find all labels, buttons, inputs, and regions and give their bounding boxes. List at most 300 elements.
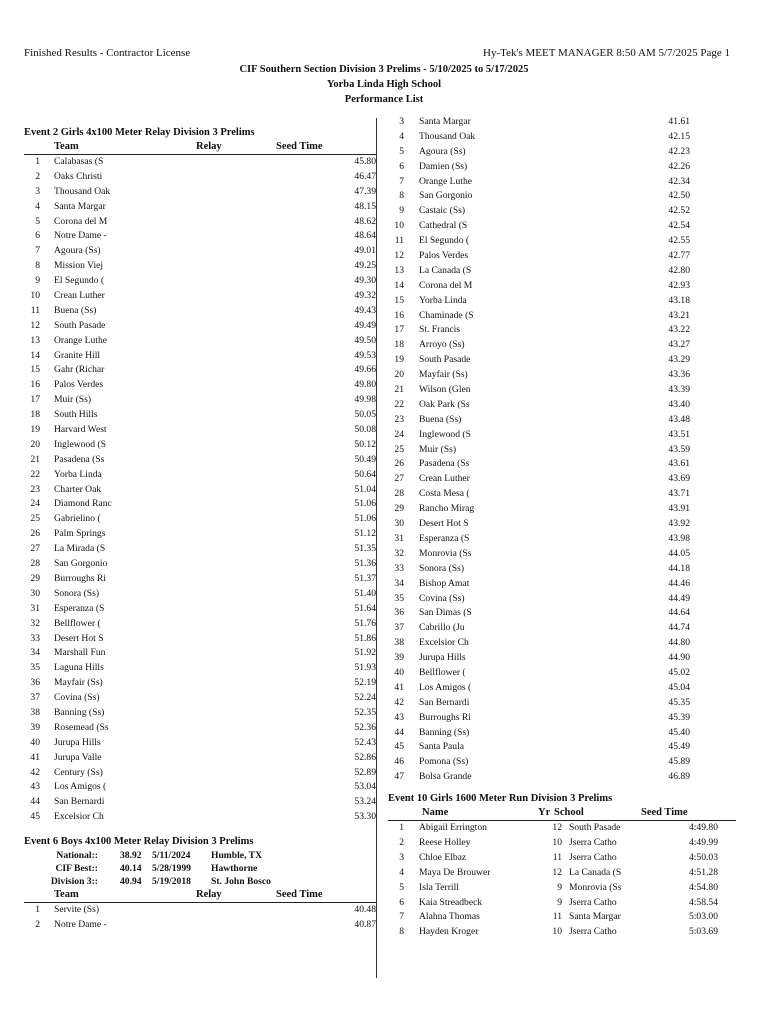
event-6-header <box>24 889 376 903</box>
seed-time: 45.80 <box>354 156 376 167</box>
seed-time: 48.64 <box>354 230 376 242</box>
year: 12 <box>552 866 562 878</box>
seed-time: 52.35 <box>354 706 376 718</box>
rank: 23 <box>394 413 404 425</box>
seed-time: 42.50 <box>668 190 690 202</box>
table-row <box>388 636 736 651</box>
table-row <box>24 661 376 676</box>
rank: 34 <box>394 577 404 589</box>
seed-time: 42.26 <box>668 160 690 172</box>
left-column <box>24 124 376 933</box>
event-2-title: Event 2 Girls 4x100 Meter Relay Division 3 Prelims <box>24 127 255 138</box>
rank: 12 <box>30 319 40 331</box>
table-row <box>24 483 376 498</box>
event-6-table-part2 <box>388 115 736 785</box>
rank: 4 <box>35 200 40 212</box>
seed-time: 4:50.03 <box>688 851 718 863</box>
record-holder: Humble, TX <box>211 850 262 862</box>
school: Jserra Catho <box>569 896 617 908</box>
table-row <box>24 676 376 691</box>
team-name: Santa Margar <box>419 116 471 127</box>
seed-time: 52.86 <box>354 751 376 763</box>
table-row <box>388 353 736 368</box>
seed-time: 42.93 <box>668 279 690 291</box>
rank: 17 <box>394 324 404 336</box>
rank: 44 <box>30 796 40 808</box>
rank: 19 <box>394 354 404 366</box>
table-row <box>388 443 736 458</box>
table-row <box>24 334 376 349</box>
table-row <box>24 215 376 230</box>
rank: 5 <box>399 881 404 893</box>
table-row <box>24 393 376 408</box>
rank: 39 <box>30 721 40 733</box>
seed-time: 48.62 <box>354 215 376 227</box>
table-row <box>24 542 376 557</box>
team-name: Palm Springs <box>54 528 106 540</box>
table-row <box>24 766 376 781</box>
col-seed-time: Seed Time <box>276 889 323 901</box>
table-row <box>388 532 736 547</box>
seed-time: 42.77 <box>668 250 690 262</box>
table-row <box>388 770 736 785</box>
table-row <box>24 706 376 721</box>
team-name: Arroyo (Ss) <box>419 339 465 351</box>
team-name: Thousand Oak <box>54 185 111 197</box>
team-name: Servite (Ss) <box>54 904 100 916</box>
rank: 24 <box>394 428 404 440</box>
seed-time: 44.46 <box>668 577 690 589</box>
rank: 1 <box>399 822 404 834</box>
team-name: El Segundo ( <box>419 235 470 247</box>
rank: 31 <box>30 602 40 614</box>
rank: 18 <box>30 409 40 421</box>
seed-time: 43.69 <box>668 473 690 485</box>
school: Monrovia (Ss <box>569 881 622 893</box>
team-name: Buena (Ss) <box>419 413 462 425</box>
table-row <box>24 497 376 512</box>
table-row <box>388 115 736 130</box>
table-row <box>388 130 736 145</box>
table-row <box>388 621 736 636</box>
table-row <box>24 721 376 736</box>
year: 11 <box>552 851 562 863</box>
rank: 3 <box>35 185 40 197</box>
seed-time: 49.66 <box>354 364 376 376</box>
seed-time: 50.49 <box>354 453 376 465</box>
rank: 28 <box>30 558 40 570</box>
team-name: Sonora (Ss) <box>419 562 465 574</box>
table-row <box>388 175 736 190</box>
rank: 11 <box>30 304 40 316</box>
record-date: 5/28/1999 <box>152 863 191 875</box>
team-name: San Gorgonio <box>54 558 108 570</box>
team-name: Oaks Christi <box>54 170 103 182</box>
rank: 25 <box>30 513 40 525</box>
record-label: Division 3:: <box>50 876 98 888</box>
seed-time: 51.92 <box>354 647 376 659</box>
table-row <box>388 294 736 309</box>
athlete-name: Kaia Streadbeck <box>419 896 483 908</box>
team-name: Desert Hot S <box>419 518 469 530</box>
seed-time: 49.50 <box>354 334 376 346</box>
table-row <box>388 398 736 413</box>
report-title: Performance List <box>344 94 424 105</box>
rank: 2 <box>399 836 404 848</box>
seed-time: 45.89 <box>668 756 690 768</box>
record-time: 40.14 <box>120 863 142 875</box>
rank: 45 <box>30 811 40 823</box>
rank: 24 <box>30 498 40 510</box>
table-row <box>24 229 376 244</box>
seed-time: 51.06 <box>354 513 376 525</box>
table-row <box>388 577 736 592</box>
table-row <box>388 189 736 204</box>
rank: 43 <box>30 781 40 793</box>
seed-time: 50.64 <box>354 468 376 480</box>
school: La Canada (S <box>569 866 622 878</box>
rank: 30 <box>394 518 404 530</box>
rank: 34 <box>30 647 40 659</box>
team-name: St. Francis <box>419 324 461 336</box>
record-date: 5/19/2018 <box>152 876 191 888</box>
team-name: South Hills <box>54 409 98 421</box>
table-row <box>24 918 376 933</box>
year: 10 <box>552 836 562 848</box>
seed-time: 43.29 <box>668 354 690 366</box>
table-row <box>388 160 736 175</box>
table-row <box>24 155 376 170</box>
rank: 4 <box>399 130 404 142</box>
meet-header <box>0 62 768 107</box>
team-name: Pasadena (Ss <box>419 458 470 470</box>
event-2-header <box>24 141 376 155</box>
seed-time: 50.08 <box>354 424 376 436</box>
seed-time: 49.01 <box>354 245 376 257</box>
record-label: CIF Best:: <box>55 863 98 875</box>
rank: 6 <box>399 896 404 908</box>
seed-time: 43.40 <box>668 398 690 410</box>
table-row <box>24 617 376 632</box>
team-name: Muir (Ss) <box>54 394 92 406</box>
table-row <box>388 821 736 836</box>
year: 9 <box>557 881 562 893</box>
seed-time: 43.91 <box>668 503 690 515</box>
rank: 37 <box>30 692 40 704</box>
table-row <box>388 562 736 577</box>
team-name: Mayfair (Ss) <box>419 369 468 381</box>
athlete-name: Isla Terrill <box>419 881 459 893</box>
seed-time: 5:03.69 <box>688 926 718 938</box>
rank: 40 <box>30 736 40 748</box>
year: 12 <box>552 822 562 834</box>
table-row <box>388 249 736 264</box>
seed-time: 43.18 <box>668 294 690 306</box>
table-row <box>388 457 736 472</box>
seed-time: 49.25 <box>354 260 376 272</box>
rank: 41 <box>394 681 404 693</box>
team-name: Notre Dame - <box>54 918 107 930</box>
rank: 19 <box>30 424 40 436</box>
rank: 10 <box>394 220 404 232</box>
table-row <box>388 279 736 294</box>
table-row <box>24 572 376 587</box>
team-name: South Pasade <box>419 354 471 366</box>
rank: 35 <box>30 662 40 674</box>
team-name: Rancho Mirag <box>419 503 475 515</box>
rank: 7 <box>399 911 404 923</box>
team-name: Santa Paula <box>419 741 465 753</box>
seed-time: 53.24 <box>354 796 376 808</box>
col-relay: Relay <box>196 141 222 152</box>
rank: 6 <box>35 230 40 242</box>
seed-time: 51.36 <box>354 558 376 570</box>
table-row <box>388 413 736 428</box>
team-name: Cathedral (S <box>419 220 468 232</box>
table-row <box>24 736 376 751</box>
record-label: National:: <box>56 850 98 862</box>
table-row <box>388 711 736 726</box>
team-name: La Canada (S <box>419 264 472 276</box>
team-name: Gahr (Richar <box>54 364 105 376</box>
seed-time: 51.37 <box>354 572 376 584</box>
seed-time: 4:54.80 <box>688 881 718 893</box>
seed-time: 43.36 <box>668 369 690 381</box>
team-name: Oak Park (Ss <box>419 398 470 410</box>
table-row <box>388 651 736 666</box>
rank: 35 <box>394 592 404 604</box>
rank: 25 <box>394 443 404 455</box>
rank: 6 <box>399 160 404 172</box>
col-school: School <box>554 807 584 819</box>
table-row <box>388 502 736 517</box>
seed-time: 45.02 <box>668 666 690 678</box>
athlete-name: Chloe Elbaz <box>419 851 467 863</box>
event-10-header <box>388 807 736 821</box>
seed-time: 53.30 <box>354 811 376 823</box>
col-team: Team <box>54 889 79 901</box>
team-name: Santa Margar <box>54 200 106 212</box>
seed-time: 49.49 <box>354 319 376 331</box>
seed-time: 44.18 <box>668 562 690 574</box>
table-row <box>388 910 736 925</box>
rank: 15 <box>394 294 404 306</box>
seed-time: 43.71 <box>668 488 690 500</box>
team-name: Bellflower ( <box>419 666 466 678</box>
team-name: San Bernardi <box>54 796 105 808</box>
team-name: Jurupa Hills <box>54 736 101 748</box>
rank: 16 <box>394 309 404 321</box>
seed-time: 4:58.54 <box>688 896 718 908</box>
team-name: Crean Luther <box>419 473 470 485</box>
table-row <box>24 319 376 334</box>
seed-time: 51.86 <box>354 632 376 644</box>
rank: 1 <box>35 904 40 916</box>
rank: 3 <box>399 116 404 127</box>
year: 10 <box>552 926 562 938</box>
team-name: Harvard West <box>54 424 107 436</box>
team-name: Palos Verdes <box>419 250 469 262</box>
team-name: Granite Hill <box>54 349 101 361</box>
table-row <box>388 606 736 621</box>
table-row <box>24 751 376 766</box>
rank: 3 <box>399 851 404 863</box>
table-row <box>388 681 736 696</box>
team-name: San Gorgonio <box>419 190 473 202</box>
seed-time: 49.80 <box>354 379 376 391</box>
seed-time: 42.34 <box>668 175 690 187</box>
team-name: Cabrillo (Ju <box>419 622 465 634</box>
record-time: 38.92 <box>120 850 142 862</box>
team-name: Los Amigos ( <box>419 681 472 693</box>
seed-time: 52.24 <box>354 692 376 704</box>
rank: 13 <box>394 264 404 276</box>
team-name: Monrovia (Ss <box>419 547 472 559</box>
column-divider <box>376 118 377 978</box>
rank: 42 <box>30 766 40 778</box>
rank: 1 <box>35 156 40 167</box>
table-row <box>388 881 736 896</box>
athlete-name: Reese Holley <box>419 836 471 848</box>
seed-time: 44.80 <box>668 637 690 649</box>
seed-time: 46.47 <box>354 170 376 182</box>
rank: 21 <box>394 384 404 396</box>
rank: 20 <box>394 369 404 381</box>
rank: 8 <box>35 260 40 272</box>
rank: 27 <box>394 473 404 485</box>
rank: 36 <box>30 677 40 689</box>
team-name: Los Amigos ( <box>54 781 107 793</box>
record-holder: Hawthorne <box>211 863 258 875</box>
table-row <box>24 903 376 918</box>
seed-time: 44.90 <box>668 652 690 664</box>
rank: 37 <box>394 622 404 634</box>
record-row <box>24 850 376 863</box>
team-name: Muir (Ss) <box>419 443 457 455</box>
rank: 33 <box>394 562 404 574</box>
team-name: Mayfair (Ss) <box>54 677 103 689</box>
seed-time: 41.61 <box>668 116 690 127</box>
table-row <box>388 323 736 338</box>
team-name: Corona del M <box>54 215 108 227</box>
team-name: Buena (Ss) <box>54 304 97 316</box>
team-name: Palos Verdes <box>54 379 104 391</box>
seed-time: 52.19 <box>354 677 376 689</box>
seed-time: 51.76 <box>354 617 376 629</box>
table-row <box>24 646 376 661</box>
table-row <box>388 204 736 219</box>
rank: 12 <box>394 250 404 262</box>
table-row <box>24 795 376 810</box>
seed-time: 45.04 <box>668 681 690 693</box>
rank: 26 <box>30 528 40 540</box>
seed-time: 48.15 <box>354 200 376 212</box>
team-name: Excelsior Ch <box>54 811 104 823</box>
team-name: Pomona (Ss) <box>419 756 469 768</box>
table-row <box>24 810 376 825</box>
software-stamp: Hy-Tek's MEET MANAGER 8:50 AM 5/7/2025 Page 1 <box>483 47 730 59</box>
team-name: Damien (Ss) <box>419 160 468 172</box>
table-row <box>388 219 736 234</box>
seed-time: 42.80 <box>668 264 690 276</box>
rank: 2 <box>35 918 40 930</box>
seed-time: 43.61 <box>668 458 690 470</box>
rank: 29 <box>394 503 404 515</box>
seed-time: 47.39 <box>354 185 376 197</box>
athlete-name: Alahna Thomas <box>419 911 480 923</box>
rank: 4 <box>399 866 404 878</box>
event-6-records <box>24 850 376 889</box>
team-name: Yorba Linda <box>54 468 102 480</box>
table-row <box>388 264 736 279</box>
record-row <box>24 863 376 876</box>
team-name: Banning (Ss) <box>419 726 470 738</box>
rank: 10 <box>30 290 40 302</box>
rank: 42 <box>394 696 404 708</box>
rank: 20 <box>30 438 40 450</box>
team-name: El Segundo ( <box>54 275 105 287</box>
rank: 38 <box>30 706 40 718</box>
team-name: Thousand Oak <box>419 130 476 142</box>
seed-time: 40.87 <box>354 918 376 930</box>
rank: 32 <box>30 617 40 629</box>
seed-time: 46.89 <box>668 771 690 783</box>
school: Santa Margar <box>569 911 621 923</box>
seed-time: 42.55 <box>668 235 690 247</box>
table-row <box>388 740 736 755</box>
athlete-name: Hayden Kroger <box>419 926 479 938</box>
seed-time: 51.40 <box>354 587 376 599</box>
seed-time: 45.39 <box>668 711 690 723</box>
seed-time: 52.89 <box>354 766 376 778</box>
team-name: San Dimas (S <box>419 607 472 619</box>
seed-time: 51.64 <box>354 602 376 614</box>
rank: 36 <box>394 607 404 619</box>
rank: 26 <box>394 458 404 470</box>
seed-time: 49.53 <box>354 349 376 361</box>
team-name: Bishop Amat <box>419 577 470 589</box>
table-row <box>388 925 736 940</box>
rank: 39 <box>394 652 404 664</box>
rank: 30 <box>30 587 40 599</box>
table-row <box>24 349 376 364</box>
table-row <box>24 512 376 527</box>
seed-time: 49.98 <box>354 394 376 406</box>
team-name: South Pasade <box>54 319 106 331</box>
table-row <box>388 234 736 249</box>
event-10-table <box>388 821 736 940</box>
rank: 23 <box>30 483 40 495</box>
rank: 17 <box>30 394 40 406</box>
rank: 16 <box>30 379 40 391</box>
seed-time: 44.64 <box>668 607 690 619</box>
rank: 32 <box>394 547 404 559</box>
table-row <box>388 547 736 562</box>
team-name: Orange Luthe <box>54 334 108 346</box>
team-name: Yorba Linda <box>419 294 467 306</box>
team-name: Diamond Ranc <box>54 498 112 510</box>
table-row <box>24 378 376 393</box>
team-name: Esperanza (S <box>419 532 470 544</box>
team-name: Notre Dame - <box>54 230 107 242</box>
school: Jserra Catho <box>569 851 617 863</box>
team-name: Excelsior Ch <box>419 637 469 649</box>
rank: 33 <box>30 632 40 644</box>
rank: 2 <box>35 170 40 182</box>
seed-time: 43.21 <box>668 309 690 321</box>
team-name: Jurupa Valle <box>54 751 102 763</box>
seed-time: 42.52 <box>668 205 690 217</box>
